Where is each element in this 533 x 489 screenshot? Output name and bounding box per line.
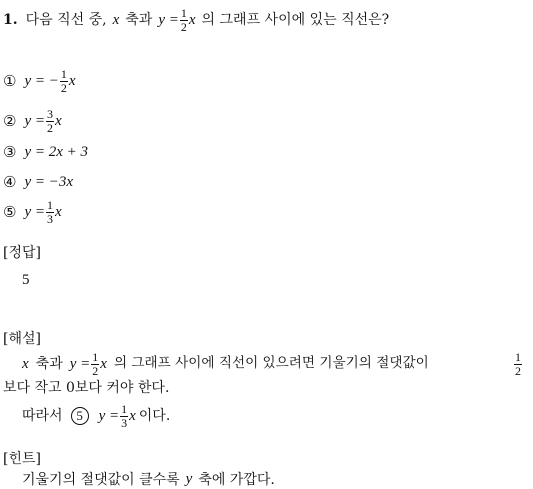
- option-equation: y = −3x: [24, 173, 74, 190]
- option-var: x: [54, 203, 62, 220]
- question-line: [3, 6, 389, 34]
- question-eq-var: x: [188, 11, 196, 28]
- question-text-axis: 축과: [125, 12, 153, 28]
- explanation-line-1: [22, 348, 429, 380]
- explanation-eq: y =: [69, 355, 91, 372]
- hint-text: 축에 가깝다.: [198, 471, 275, 488]
- option-3[interactable]: [3, 144, 88, 160]
- option-4[interactable]: [3, 174, 73, 190]
- option-fraction: $\frac{3}{2}$: [46, 106, 53, 135]
- option-marker: ⑤: [3, 202, 17, 221]
- explanation-var-x: x: [22, 355, 29, 372]
- option-fraction: $\frac{1}{2}$: [60, 66, 67, 95]
- hint-line: [22, 472, 275, 487]
- option-marker: ③: [3, 142, 17, 161]
- option-fraction: $\frac{1}{3}$: [46, 197, 53, 226]
- question-text-start: 다음 직선 중,: [25, 12, 107, 28]
- option-equation: y = 2x + 3: [24, 143, 89, 160]
- hint-text: 기울기의 절댓값이 클수록: [22, 471, 180, 488]
- option-var: x: [54, 112, 62, 129]
- explanation-line-2: 보다 작고 0보다 커야 한다.: [3, 380, 170, 396]
- option-2[interactable]: [3, 108, 62, 134]
- option-marker: ①: [3, 71, 17, 90]
- option-1[interactable]: [3, 68, 76, 94]
- answer-value: 5: [22, 272, 30, 288]
- explanation-var: x: [100, 355, 107, 372]
- explanation-fraction: $\frac{1}{3}$: [121, 401, 128, 430]
- explanation-text: 이다.: [138, 408, 171, 424]
- explanation-var: x: [129, 407, 136, 424]
- answer-header: [정답]: [3, 245, 41, 261]
- option-5[interactable]: [3, 198, 62, 226]
- option-equation: y = −: [24, 72, 59, 89]
- question-var-x: x: [112, 11, 120, 28]
- hint-header: [힌트]: [3, 451, 41, 467]
- explanation-end-fraction: $\frac{1}{2}$: [515, 349, 521, 378]
- option-marker: ④: [3, 172, 17, 191]
- question-eq-lhs: y =: [158, 11, 179, 28]
- explanation-eq: y =: [98, 407, 120, 424]
- option-equation: y =: [24, 112, 45, 129]
- explanation-line-3: [22, 400, 170, 432]
- hint-var-y: y: [185, 471, 193, 487]
- option-equation: y =: [24, 203, 45, 220]
- question-number: 1.: [3, 12, 18, 28]
- circled-number: 5: [71, 407, 89, 425]
- explanation-text: 축과: [35, 356, 63, 372]
- explanation-fraction: $\frac{1}{2}$: [92, 349, 99, 378]
- option-var: x: [68, 72, 76, 89]
- question-fraction: $\frac{1}{2}$: [180, 5, 187, 34]
- explanation-header: [해설]: [3, 331, 41, 347]
- question-text-end: 의 그래프 사이에 있는 직선은?: [201, 12, 390, 28]
- explanation-text: 따라서: [22, 408, 63, 424]
- option-marker: ②: [3, 111, 17, 130]
- explanation-text: 의 그래프 사이에 직선이 있으려면 기울기의 절댓값이: [113, 355, 429, 372]
